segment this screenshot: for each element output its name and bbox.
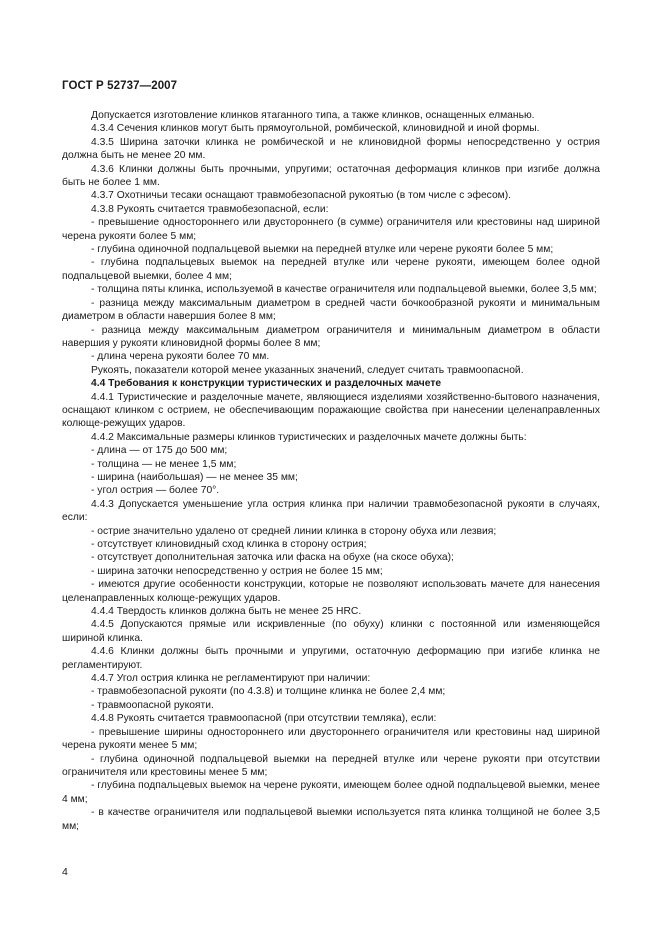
paragraph: 4.4.7 Угол острия клинка не регламентируют при наличии:	[91, 673, 371, 685]
paragraph: Допускается изготовление клинков ятаганного типа, а также клинков, оснащенных елманью.	[91, 110, 535, 121]
paragraph: - глубина одиночной подпальцевой выемки на передней втулке или черене рукояти более 5 мм;	[91, 244, 554, 256]
page-number: 4	[62, 866, 68, 878]
paragraph: - длина — от 175 до 500 мм;	[91, 445, 228, 457]
paragraph: Рукоять, показатели которой менее указанных значений, следует считать травмоопасной.	[91, 364, 524, 376]
document-body	[62, 109, 600, 833]
paragraph: 4.4.2 Максимальные размеры клинков туристических и разделочных мачете должны быть:	[91, 431, 527, 443]
paragraph: - превышение ширины одностороннего или двустороннего ограничителя или крестовины над шириной черена рукояти менее 5 мм;	[62, 726, 600, 752]
paragraph: - травмоопасной рукояти.	[91, 699, 214, 711]
paragraph: - толщина пяты клинка, используемой в качестве ограничителя или подпальцевой выемки, более 3,5 мм;	[91, 284, 597, 296]
paragraph: - ширина (наибольшая) — не менее 35 мм;	[91, 471, 298, 483]
paragraph: 4.3.8 Рукоять считается травмобезопасной, если:	[91, 203, 329, 215]
paragraph: - глубина одиночной подпальцевой выемки на передней втулке или черене рукояти при отсутствии ограничителя или крестовины менее 5 мм;	[62, 753, 600, 778]
paragraph: 4.4.3 Допускается уменьшение угла острия клинка при наличии травмобезопасной рукояти в случаях, если:	[62, 498, 600, 524]
paragraph: - длина черена рукояти более 70 мм.	[91, 351, 270, 363]
paragraph: - острие значительно удалено от средней линии клинка в сторону обуха или лезвия;	[91, 525, 497, 537]
paragraph: - травмобезопасной рукояти (по 4.3.8) и толщине клинка не более 2,4 мм;	[91, 686, 446, 698]
paragraph: - разница между максимальным диаметром ограничителя и минимальным диаметром в области навершия у рукояти клиновидной формы более 8 мм;	[62, 324, 600, 349]
paragraph: 4.3.6 Клинки должны быть прочными, упругими; остаточная деформация клинков при изгибе должна быть не более 1 мм.	[62, 163, 600, 189]
paragraph: - отсутствует дополнительная заточка или фаска на обухе (на скосе обуха);	[91, 552, 454, 564]
paragraph: 4.4.6 Клинки должны быть прочными и упругими, остаточную деформацию при изгибе клинка не регламентируют.	[62, 646, 600, 671]
paragraph: - глубина подпальцевых выемок на передней втулке или черене рукояти, имеющем более одной подпальцевой выемки, более 4 мм;	[62, 257, 600, 282]
paragraph: 4.4.1 Туристические и разделочные мачете, являющиеся изделиями хозяйственно-бытового назначения, оснащают клинком с острием, не обеспечивающим поражающие свойства при нанесении целенаправленных колюще-режущих ударов.	[62, 391, 600, 430]
paragraph: 4.4.4 Твердость клинков должна быть не менее 25 HRC.	[91, 606, 362, 618]
paragraph: 4.3.4 Сечения клинков могут быть прямоугольной, ромбической, клиновидной и иной формы.	[91, 123, 540, 135]
paragraph: - глубина подпальцевых выемок на черене рукояти, имеющем более одной подпальцевой выемки, менее 4 мм;	[62, 780, 600, 805]
paragraph: - превышение одностороннего или двустороннего (в сумме) ограничителя или крестовины над шириной черена рукояти более 5 мм;	[62, 217, 600, 242]
section-heading: 4.4 Требования к конструкции туристических и разделочных мачете	[91, 378, 442, 390]
paragraph: 4.3.7 Охотничьи тесаки оснащают травмобезопасной рукоятью (в том числе с эфесом).	[91, 190, 512, 202]
paragraph: - имеются другие особенности конструкции, которые не позволяют использовать мачете для нанесения целенаправленных колюще-режущих ударов.	[62, 579, 600, 604]
paragraph: - ширина заточки непосредственно у острия не более 15 мм;	[91, 565, 383, 577]
paragraph: - разница между максимальным диаметром в средней части бочкообразной рукояти и минимальным диаметром в области навершия более 8 мм;	[62, 297, 600, 323]
document-header: ГОСТ Р 52737—2007	[62, 80, 178, 92]
paragraph: - отсутствует клиновидный сход клинка в сторону острия;	[91, 539, 367, 550]
paragraph: 4.3.5 Ширина заточки клинка не ромбической и не клиновидной формы непосредственно у острия должна быть не менее 20 мм.	[62, 136, 600, 162]
paragraph: 4.4.8 Рукоять считается травмоопасной (при отсутствии темляка), если:	[91, 713, 437, 725]
paragraph: - угол острия — более 70°.	[91, 485, 220, 497]
paragraph: 4.4.5 Допускаются прямые или искривленные (по обуху) клинки с постоянной или изменяющейся шириной клинка.	[62, 619, 600, 644]
paragraph: - в качестве ограничителя или подпальцевой выемки используется пята клинка толщиной не более 3,5 мм;	[62, 807, 600, 832]
paragraph: - толщина — не менее 1,5 мм;	[91, 458, 237, 470]
